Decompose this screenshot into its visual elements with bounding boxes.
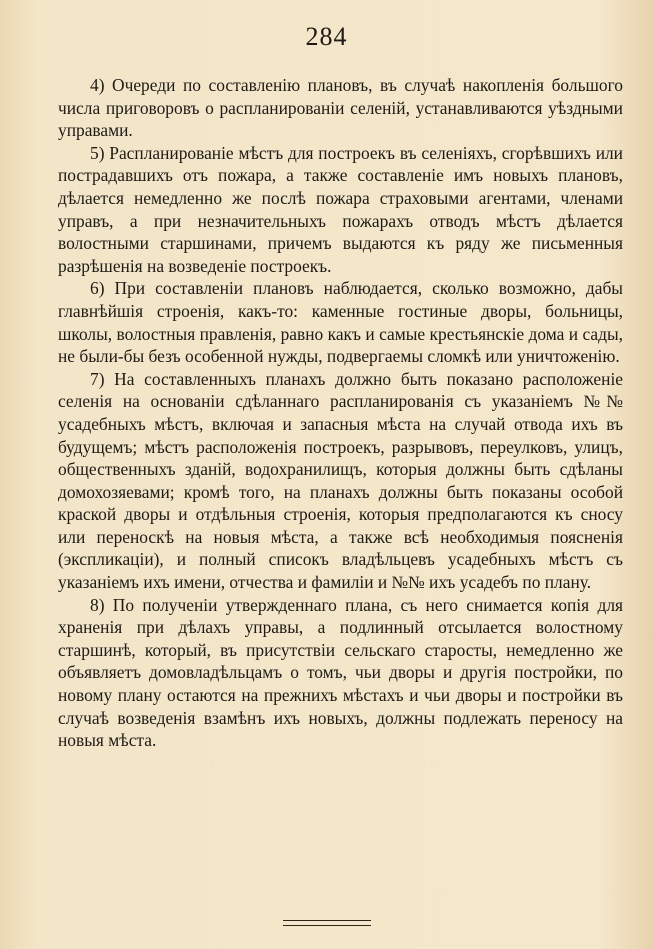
- paragraph-7: 7) На составленныхъ планахъ должно быть показано расположеніе селенія на основаніи сдѣланнаго распланированія съ указаніемъ №№ усадебныхъ мѣстъ, включая и запасныя мѣста на случай отвода ихъ въ будущемъ; мѣстъ расположенія построекъ, разрывовъ, переулковъ, улицъ, общественныхъ зданій, водохранилищъ, которыя должны быть сдѣланы домохозяевами; кромѣ того, на планахъ должны быть показаны особой краской дворы и отдѣльныя строенія, которыя предполагаются къ сносу или переноскѣ на новыя мѣста, а также всѣ необходимыя поясненія (экспликаціи), и полный списокъ владѣльцевъ усадебныхъ мѣстъ съ указаніемъ ихъ имени, отчества и фамиліи и №№ ихъ усадебъ по плану.: [58, 368, 623, 593]
- paragraph-4: 4) Очереди по составленію плановъ, въ случаѣ накопленія большого числа приговоровъ о распланированіи селеній, устанавливаются уѣздными управами.: [58, 75, 623, 141]
- paragraph-5: 5) Распланированіе мѣстъ для построекъ въ селеніяхъ, сгорѣвшихъ или пострадавшихъ отъ пожара, а также составленіе имъ новыхъ плановъ, дѣлается немедленно же послѣ пожара страховыми агентами, членами управъ, а при незначительныхъ пожарахъ отводъ мѣстъ дѣлается волостными старшинами, причемъ выдаются къ ряду же письменныя разрѣшенія на возведеніе построекъ.: [58, 142, 623, 276]
- paragraph-6: 6) При составленіи плановъ наблюдается, сколько возможно, дабы главнѣйшія строенія, какъ-то: каменные гостиные дворы, больницы, школы, волостныя правленія, равно какъ и самые крестьянскіе дома и сады, не были-бы безъ особенной нужды, подвергаемы сломкѣ или уничтоженію.: [58, 278, 623, 367]
- end-rule-bottom: [283, 925, 371, 926]
- body-text: [58, 74, 623, 752]
- end-rule-top: [283, 920, 371, 921]
- paragraph-8: 8) По полученіи утвержденнаго плана, съ него снимается копія для храненія при дѣлахъ управы, а подлинный отсылается волостному старшинѣ, который, въ присутствіи сельскаго старосты, немедленно же объявляетъ домовладѣльцамъ о томъ, чьи дворы и другія постройки, по новому плану остаются на прежнихъ мѣстахъ и чьи дворы и постройки въ случаѣ возведенія взамѣнъ ихъ новыхъ, должны подлежать переносу на новыя мѣста.: [58, 594, 623, 751]
- page-number: 284: [305, 22, 348, 51]
